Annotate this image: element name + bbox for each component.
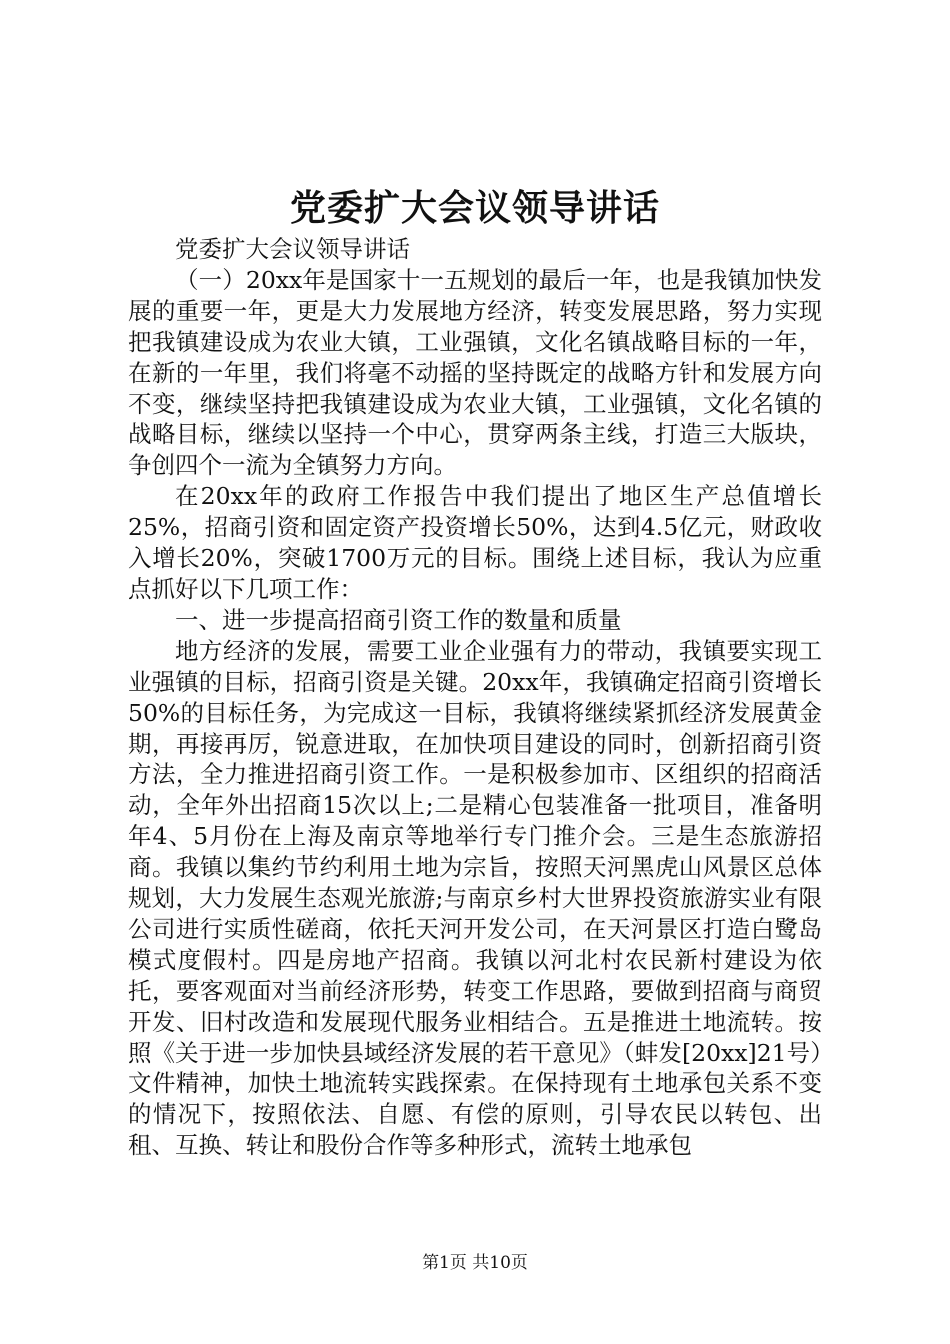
- section-heading-1: 一、进一步提高招商引资工作的数量和质量: [175, 605, 622, 634]
- paragraph-3: 地方经济的发展，需要工业企业强有力的带动，我镇要实现工业强镇的目标，招商引资是关键。20xx年，我镇确定招商引资增长50%的目标任务，为完成这一目标，我镇将继续紧抓经济发展黄金期，再接再厉，锐意进取，在加快项目建设的同时，创新招商引资方法，全力推进招商引资工作。一是积极参加市、区组织的招商活动，全年外出招商15次以上;二是精心包装准备一批项目，准备明年4、5月份在上海及南京等地举行专门推介会。三是生态旅游招商。我镇以集约节约利用土地为宗旨，按照天河黑虎山风景区总体规划，大力发展生态观光旅游;与南京乡村大世界投资旅游实业有限公司进行实质性磋商，依托天河开发公司，在天河景区打造白鹭岛模式度假村。四是房地产招商。我镇以河北村农民新村建设为依托，要客观面对当前经济形势，转变工作思路，要做到招商与商贸开发、旧村改造和发展现代服务业相结合。五是推进土地流转。按照《关于进一步加快县域经济发展的若干意见》（蚌发[20xx]21号）文件精神，加快土地流转实践探索。在保持现有土地承包关系不变的情况下，按照依法、自愿、有偿的原则，引导农民以转包、出租、互换、转让和股份合作等多种形式，流转土地承包: [128, 636, 822, 1160]
- document-body: [128, 234, 822, 1161]
- document-title: 党委扩大会议领导讲话: [289, 187, 660, 229]
- paragraph-1: （一）20xx年是国家十一五规划的最后一年，也是我镇加快发展的重要一年，更是大力发展地方经济，转变发展思路，努力实现把我镇建设成为农业大镇，工业强镇，文化名镇战略目标的一年，在新的一年里，我们将毫不动摇的坚持既定的战略方针和发展方向不变，继续坚持把我镇建设成为农业大镇，工业强镇，文化名镇的战略目标，继续以坚持一个中心，贯穿两条主线，打造三大版块，争创四个一流为全镇努力方向。: [128, 265, 822, 480]
- paragraph-2: 在20xx年的政府工作报告中我们提出了地区生产总值增长25%，招商引资和固定资产投资增长50%，达到4.5亿元，财政收入增长20%，突破1700万元的目标。围绕上述目标，我认为应重点抓好以下几项工作：: [128, 482, 822, 603]
- page-footer: 第1页 共10页: [422, 1253, 528, 1273]
- subtitle-line: 党委扩大会议领导讲话: [175, 235, 410, 263]
